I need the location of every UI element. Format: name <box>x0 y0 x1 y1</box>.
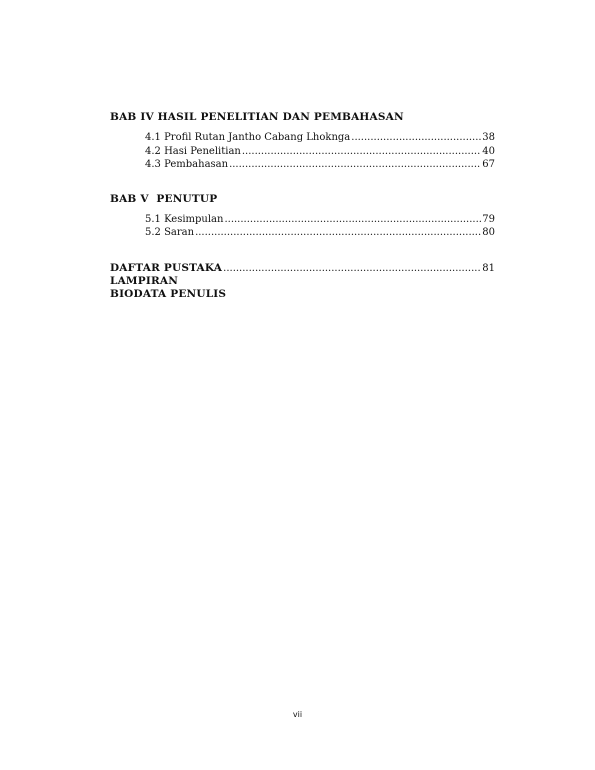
dot-leader <box>195 226 481 240</box>
toc-entry-biodata-penulis: BIODATA PENULIS <box>110 287 227 300</box>
toc-entry-label: DAFTAR PUSTAKA <box>110 261 223 274</box>
dot-leader <box>229 158 481 172</box>
chapter-heading: BAB IV HASIL PENELITIAN DAN PEMBAHASAN <box>110 111 404 123</box>
dot-leader <box>224 213 481 227</box>
toc-entry <box>145 131 495 145</box>
toc-entry-page: 80 <box>482 227 495 238</box>
chapter-section-4 <box>110 111 495 172</box>
spacer <box>110 240 495 262</box>
toc-entry-label: 4.3 Pembahasan <box>145 159 229 170</box>
toc-entry-page: 38 <box>482 132 495 143</box>
toc-entry-label: 4.2 Hasi Penelitian <box>145 145 241 157</box>
toc-entry-label: 4.1 Profil Rutan Jantho Cabang Lhoknga <box>145 132 351 143</box>
toc-entry-label: 5.2 Saran <box>145 227 195 238</box>
chapter-entries <box>110 213 495 240</box>
back-matter <box>110 262 495 301</box>
page-number: vii <box>292 710 303 719</box>
spacer <box>110 172 495 193</box>
toc-entry-daftar-pustaka <box>110 262 495 275</box>
toc-entry-lampiran: LAMPIRAN <box>110 274 179 287</box>
table-of-contents <box>110 111 495 301</box>
toc-entry <box>145 145 495 159</box>
toc-entry-page: 40 <box>482 145 495 157</box>
dot-leader <box>223 262 481 275</box>
toc-entry <box>145 158 495 172</box>
toc-entry <box>145 226 495 240</box>
dot-leader <box>242 145 481 159</box>
chapter-heading: BAB V PENUTUP <box>110 192 218 205</box>
toc-entry-label: 5.1 Kesimpulan <box>145 213 224 225</box>
chapter-entries <box>110 131 495 172</box>
chapter-section-5 <box>110 193 495 240</box>
toc-entry-page: 67 <box>482 159 495 170</box>
toc-entry-page: 81 <box>482 262 495 274</box>
toc-entry <box>145 213 495 227</box>
dot-leader <box>351 131 481 145</box>
toc-entry-page: 79 <box>482 213 495 225</box>
